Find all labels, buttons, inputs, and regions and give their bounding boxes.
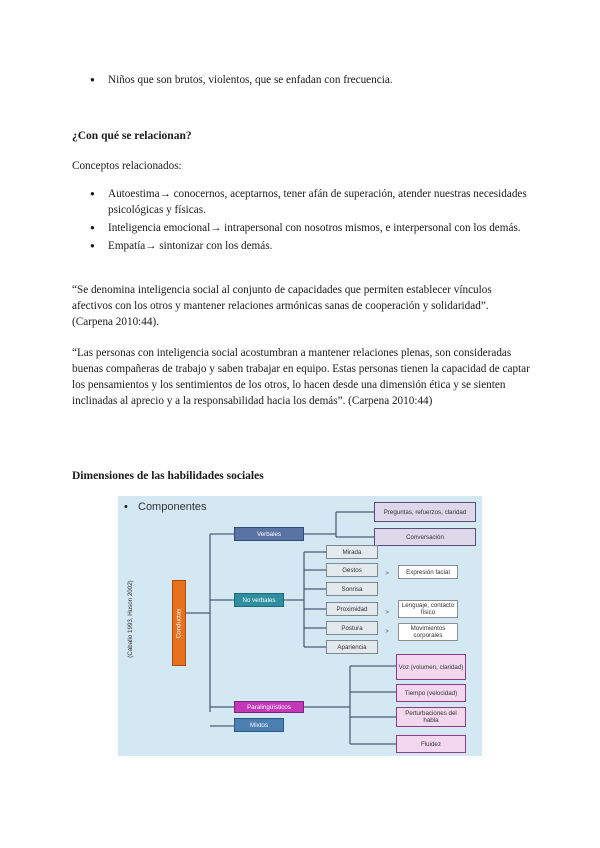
node-fluidez: Fluidez <box>396 735 466 753</box>
arrow-postura: > <box>385 627 389 635</box>
components-diagram <box>118 496 482 756</box>
node-sonrisa: Sonrisa <box>326 582 378 596</box>
node-tiempo: Tiempo (velocidad) <box>396 684 466 702</box>
node-perturbaciones: Perturbaciones del habla <box>396 707 466 727</box>
node-no-verbales: No verbales <box>234 593 284 607</box>
node-voz: Voz (volumen, claridad) <box>396 654 466 680</box>
list-item: ● Empatía→ sintonizar con los demás. <box>88 238 528 254</box>
detail-lenguaje: Lenguaje, contacto físico <box>398 600 458 618</box>
intro-text: Conceptos relacionados: <box>72 160 182 172</box>
top-bullet-list <box>88 72 393 90</box>
node-paralinguisticos: Paralingüísticos <box>234 701 304 713</box>
root-node-label: Conductas <box>175 608 183 638</box>
node-apariencia: Apariencia <box>326 640 378 654</box>
concepts-list <box>88 186 528 256</box>
arrow-gestos: > <box>385 569 389 577</box>
node-gestos: Gestos <box>326 563 378 577</box>
diagram-header: Componentes <box>138 500 207 513</box>
diagram-side-label: (Caballo 1993, Huson 2002) <box>126 580 134 658</box>
section-heading-dimensiones: Dimensiones de las habilidades sociales <box>72 470 264 482</box>
node-postura: Postura <box>326 621 378 635</box>
arrow-proximidad: > <box>385 608 389 616</box>
list-item: ● Niños que son brutos, violentos, que se enfadan con frecuencia. <box>88 72 393 88</box>
quote-paragraph-1: “Se denomina inteligencia social al conjunto de capacidades que permiten establecer vínculos afectivos con los otros y mantener relaciones armónicas sanas de cooperación y solidaridad”. (Carpena 2010:44). <box>72 284 492 328</box>
section-heading-relacionan: ¿Con qué se relacionan? <box>72 130 192 142</box>
node-proximidad: Proximidad <box>326 602 378 616</box>
diagram-bullet: • <box>124 500 128 513</box>
root-node-conductas <box>172 580 186 666</box>
detail-expresion-facial: Expresión facial <box>398 565 458 579</box>
list-item: ● Autoestima→ conocernos, aceptarnos, tener afán de superación, atender nuestras necesidades psicológicas y físicas. <box>88 186 528 218</box>
list-item: ● Inteligencia emocional→ intrapersonal con nosotros mismos, e interpersonal con los demás. <box>88 220 528 236</box>
quote-paragraph-2: “Las personas con inteligencia social acostumbran a mantener relaciones plenas, son consideradas buenas compañeras de trabajo y saben trabajar en equipo. Estas personas tienen la capacidad de captar los pensamientos y los sentimientos de los otros, lo hacen desde una dimensión ética y se sienten inclinadas al aprecio y a la responsabilidad hacia los demás”. (Carpena 2010:44) <box>72 347 530 407</box>
node-conversacion: Conversación <box>374 528 476 546</box>
node-mixtos: Mixtos <box>234 718 284 732</box>
node-verbales: Verbales <box>234 527 304 541</box>
detail-movimientos: Movimientos corporales <box>398 623 458 641</box>
node-preguntas: Preguntas, refuerzos, claridad <box>374 502 476 522</box>
node-mirada: Mirada <box>326 545 378 559</box>
